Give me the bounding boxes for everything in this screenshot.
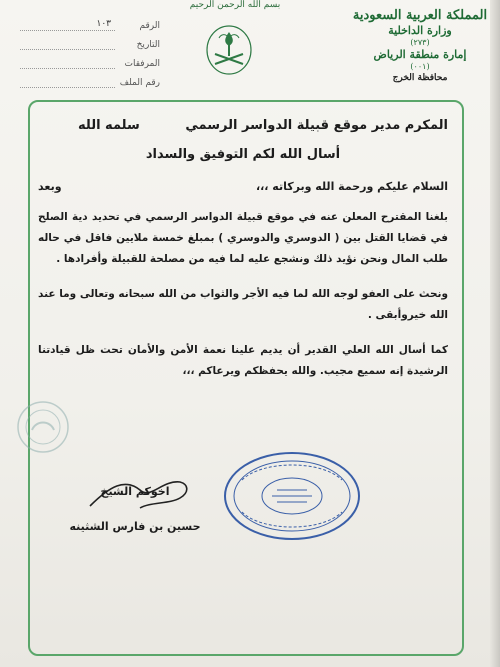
- paragraph-2: ونحث على العفو لوجه الله لما فيه الأجر والثواب من الله سبحانه وتعالى وما عند الله خيروأبقى .: [38, 288, 448, 321]
- field-number-label: الرقم: [139, 21, 160, 31]
- field-date-label: التاريخ: [136, 40, 160, 50]
- field-attachments-label: المرفقات: [124, 59, 160, 69]
- addressee: المكرم مدير موقع قبيلة الدواسر الرسمي: [185, 118, 448, 133]
- field-file-number-label: رقم الملف: [119, 78, 160, 88]
- field-number-value: ١٠٣: [20, 19, 115, 31]
- letterhead-line-5: (٠٠١): [410, 62, 430, 71]
- letterhead-authority: [350, 8, 490, 83]
- letterhead-line-6: محافظة الخرج: [392, 73, 448, 83]
- field-attachments-value: [20, 57, 115, 69]
- letterhead-line-4: إمارة منطقة الرياض: [373, 48, 467, 61]
- letterhead-line-1: المملكة العربية السعودية: [352, 8, 488, 23]
- letterhead-line-3: (٢٧٣): [410, 38, 430, 47]
- paragraph-1: بلغنا المقترح المعلن عنه في موقع قبيلة الدواسر الرسمي في تحديد دية الصلح في قضايا القتل بين ( الدوسري والدوسري ) بمبلغ خمسة ملايين فاقل في حاله طلب المال ونحن نؤيد ذلك ونشجع عليه لما فيه من مصلحة للقبيلة وأفرادها .: [38, 211, 448, 265]
- wabad: وبعد: [38, 180, 62, 193]
- greeting: السلام عليكم ورحمة الله وبركاته ،،،: [255, 180, 448, 193]
- sign-title: اخوكم الشيخ: [100, 485, 170, 498]
- saudi-emblem-icon: [205, 24, 253, 76]
- paper-edge: [490, 0, 500, 667]
- watermark-seal-icon: [16, 400, 70, 454]
- salutation-end: سلمه الله: [78, 118, 140, 133]
- reference-fields: [20, 12, 160, 88]
- signature-block: [50, 485, 220, 533]
- greeting-row: [38, 180, 448, 193]
- field-date: [20, 31, 160, 50]
- field-file-number: [20, 69, 160, 88]
- basmala: بسم الله الرحمن الرحيم: [189, 0, 281, 10]
- field-date-value: [20, 38, 115, 50]
- field-attachments: [20, 50, 160, 69]
- letterhead-line-2: وزارة الداخلية: [388, 24, 452, 37]
- paragraph-3: كما أسال الله العلي القدير أن يديم علينا نعمة الأمن والأمان تحت ظل قيادتنا الرشيدة إنه سميع مجيب. والله يحفظكم ويرعاكم ،،،: [38, 344, 448, 377]
- official-stamp-icon: [222, 450, 362, 542]
- field-number: [20, 12, 160, 31]
- letter-body: [38, 118, 448, 382]
- field-file-number-value: [20, 76, 115, 88]
- sign-name: حسين بن فارس الشثينه: [69, 520, 201, 533]
- opening-wish: أسال الله لكم التوفيق والسداد: [145, 147, 341, 162]
- addressee-row: [38, 118, 448, 133]
